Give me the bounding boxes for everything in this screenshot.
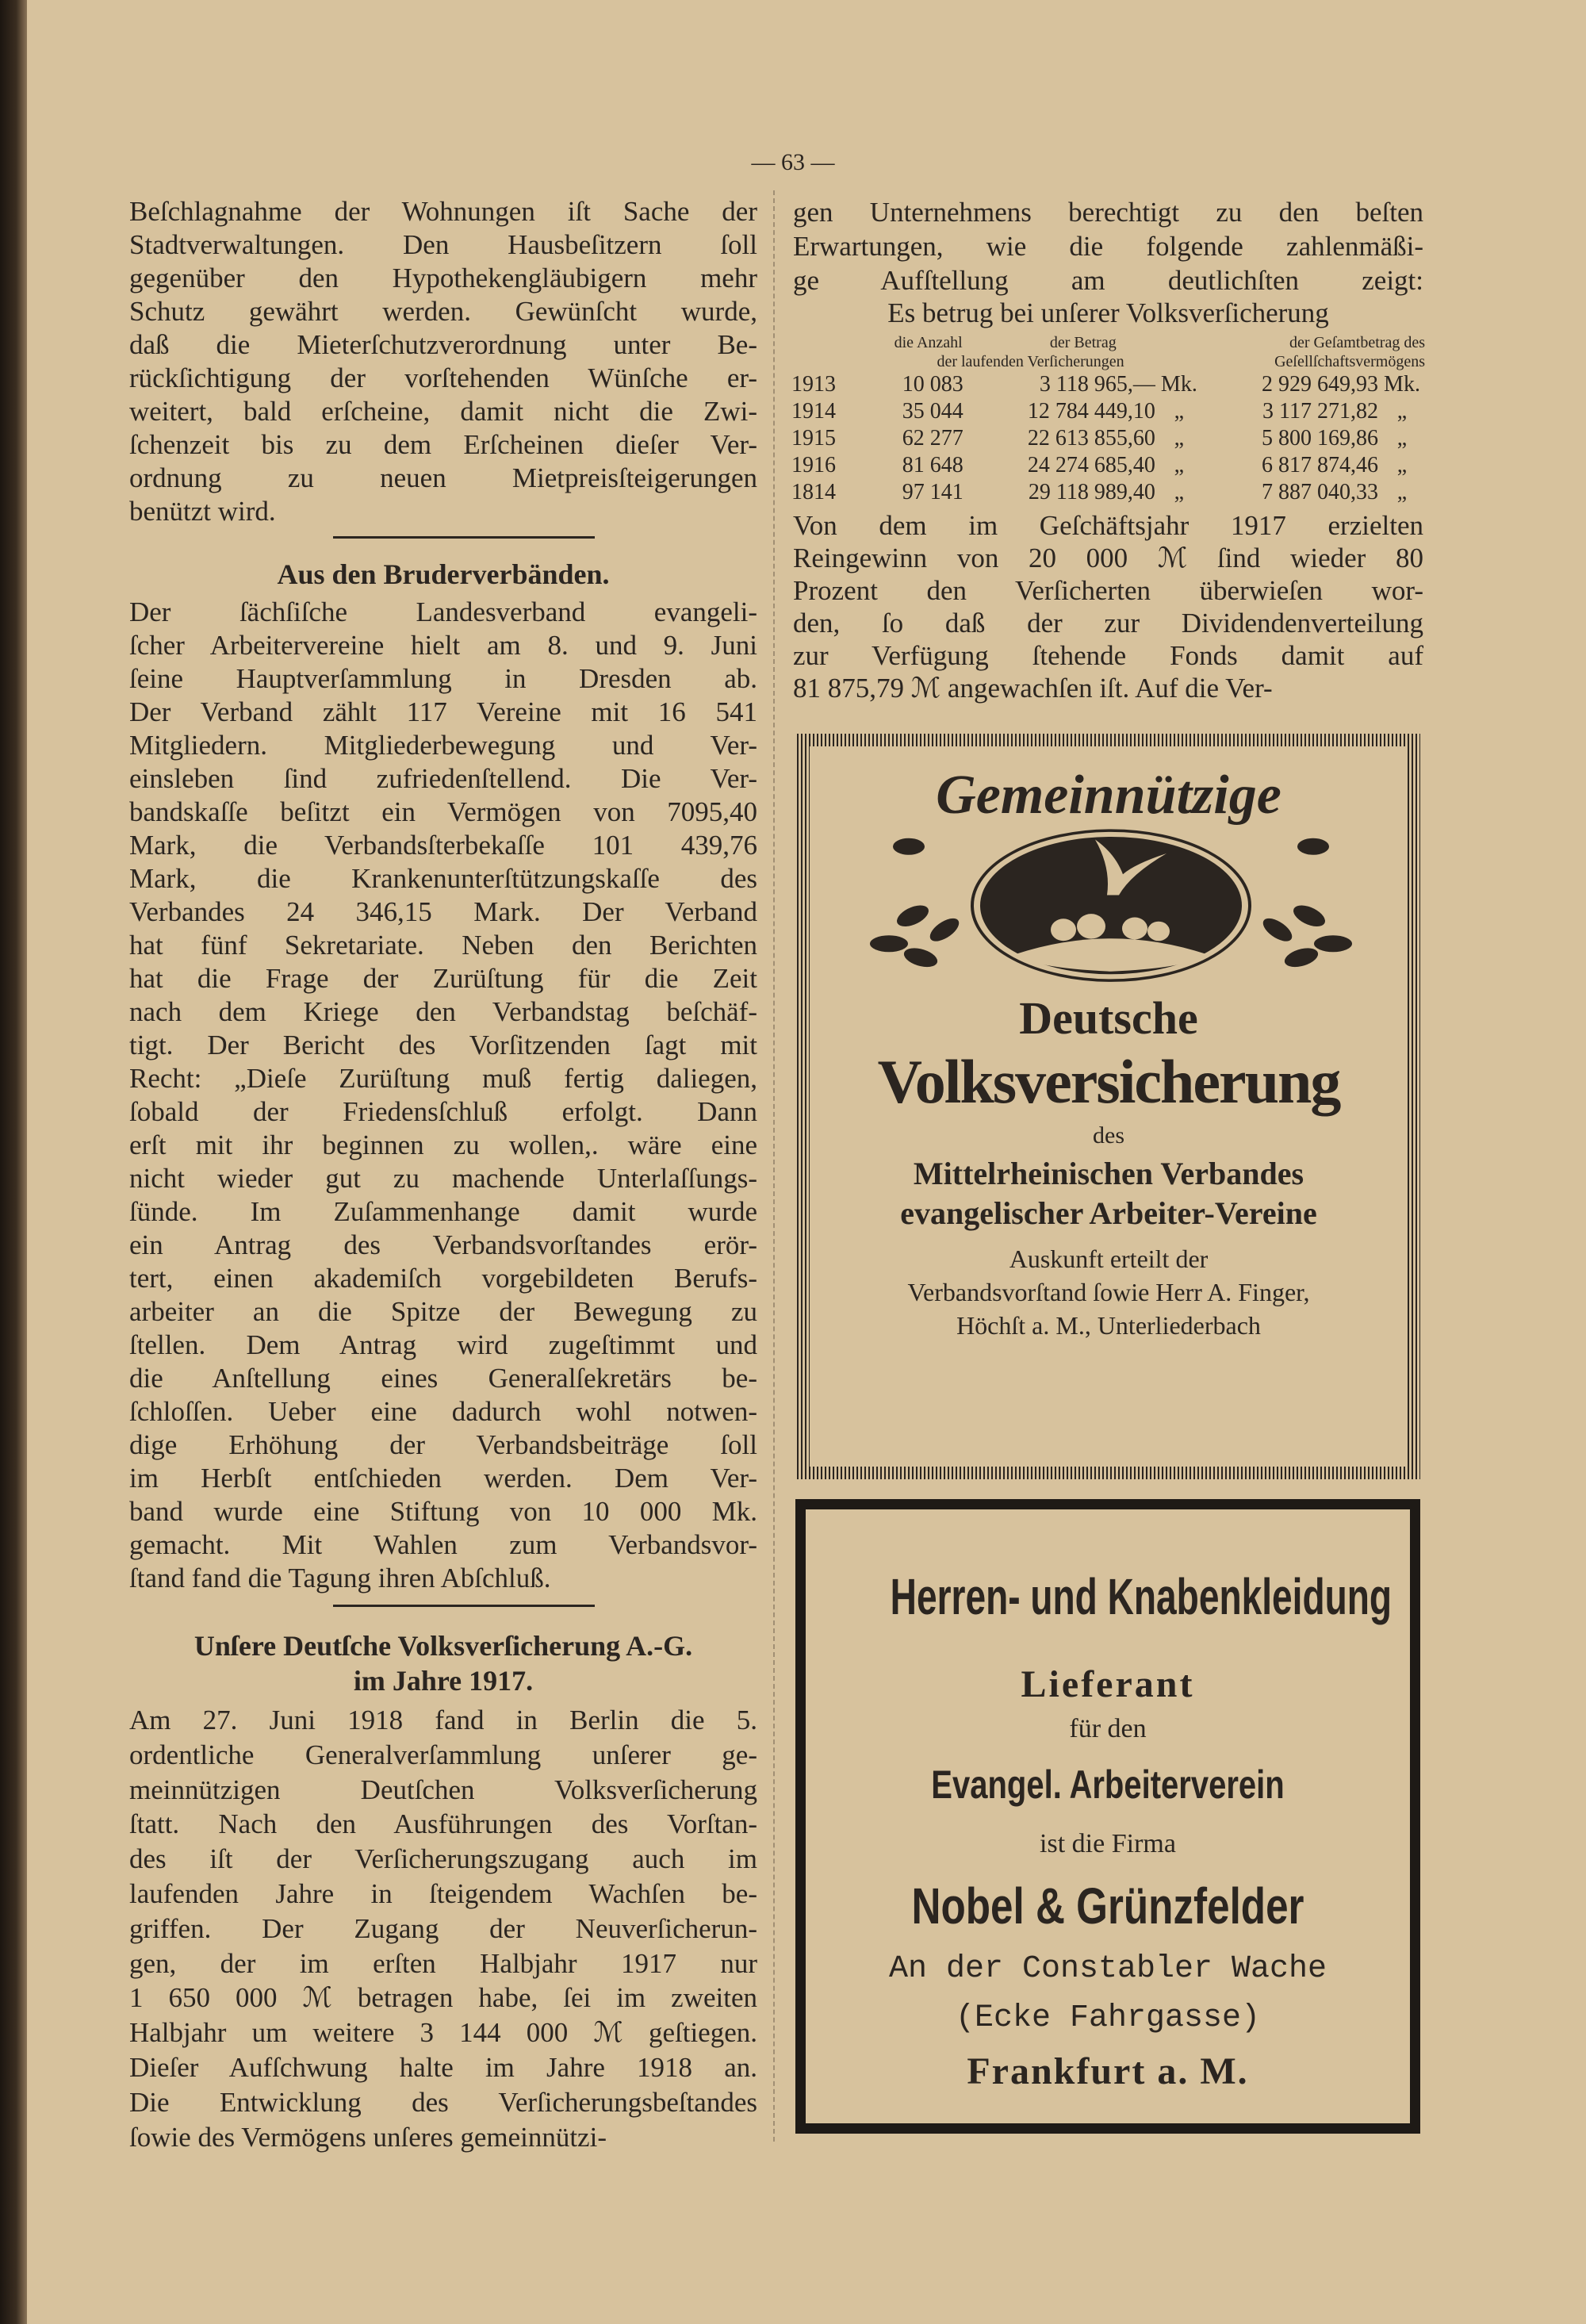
unit-cell: Mk.: [1384, 372, 1420, 397]
text-line: daß die Mieterſchutzverordnung unter Be-: [129, 329, 757, 360]
text-line: ſtand fand die Tagung ihren Abſchluß.: [129, 1563, 551, 1593]
text-line: ſowie des Vermögens unſeres gemeinnützi-: [129, 2121, 607, 2153]
text-line: weitert, bald erſcheine, damit nicht die Zwi-: [129, 396, 757, 427]
text-line: ſtellen. Dem Antrag wird zugeſtimmt und: [129, 1329, 757, 1360]
text-line: nach dem Kriege den Verbandstag beſchäf-: [129, 996, 757, 1027]
heading-line: im Jahre 1917.: [353, 1665, 534, 1697]
text-line: gen, der im erſten Halbjahr 1917 nur: [129, 1947, 757, 1979]
text-line: gegenüber den Hypothekengläubigern mehr: [129, 263, 757, 293]
unit-cell: „: [1174, 399, 1185, 424]
paragraph-bruderverbaende: [129, 596, 757, 1595]
ad-line: für den: [1069, 1714, 1147, 1743]
unit-cell: „: [1396, 480, 1408, 504]
ad-title: Herren- und Knabenkleidung: [890, 1568, 1393, 1625]
column-header: Geſellſchaftsvermögens: [1274, 353, 1425, 370]
column-separator: [773, 190, 775, 2142]
count-cell: 97 141: [902, 480, 963, 504]
paragraph-continued: [793, 195, 1423, 297]
text-line: Recht: „Dieſe Zurüſtung muß fertig daliegen,: [129, 1063, 757, 1094]
table-header-row: [791, 352, 1426, 371]
insurance-statistics-table: [791, 333, 1426, 506]
text-line: ge Aufſtellung am deutlichſten zeigt:: [793, 265, 1423, 296]
text-line: gemacht. Mit Wahlen zum Verbandsvor-: [129, 1529, 757, 1560]
text-line: erſt mit ihr beginnen zu wollen,. wäre eine: [129, 1129, 757, 1160]
text-line: ſeine Hauptverſammlung in Dresden ab.: [129, 663, 757, 694]
text-line: Halbjahr um weitere 3 144 000 ℳ geſtiegen.: [129, 2017, 757, 2049]
table-row: [791, 479, 1426, 506]
column-header: der Betrag: [1049, 334, 1117, 351]
text-line: tigt. Der Bericht des Vorſitzenden ſagt mit: [129, 1030, 757, 1060]
ad-info-line2: Verbandsvorſtand ſowie Herr A. Finger,: [907, 1278, 1310, 1306]
year-cell: 1916: [791, 453, 836, 477]
ad-line: Evangel. Arbeiterverein: [931, 1762, 1285, 1807]
paragraph-reingewinn: [793, 509, 1423, 704]
year-cell: 1915: [791, 426, 836, 451]
text-line: tert, einen akademiſch vorgebildeten Berufs-: [129, 1263, 757, 1294]
text-line: Reingewinn von 20 000 ℳ ſind wieder 80: [793, 543, 1423, 573]
unit-cell: „: [1174, 426, 1185, 451]
text-line: Mitgliedern. Mitgliederbewegung und Ver-: [129, 730, 757, 761]
text-line: arbeiter an die Spitze der Bewegung zu: [129, 1296, 757, 1327]
book-spine-edge: [0, 0, 27, 2324]
ad-line: An der Constabler Wache: [888, 1951, 1327, 1987]
text-line: Prozent den Verſicherten überwieſen wor-: [793, 575, 1423, 606]
table-row: [791, 371, 1426, 398]
ad-org-line2: evangelischer Arbeiter-Vereine: [900, 1195, 1317, 1231]
divider: [333, 1605, 595, 1607]
text-line: 81 875,79 ℳ angewachſen iſt. Auf die Ver-: [793, 673, 1273, 704]
text-line: Erwartungen, wie die folgende zahlenmäßi-: [793, 231, 1423, 262]
text-line: dige Erhöhung der Verbandsbeiträge ſoll: [129, 1429, 757, 1460]
text-line: Mark, die Krankenunterſtützungskaſſe des: [129, 863, 757, 894]
ad-line: ist die Firma: [1040, 1829, 1176, 1858]
text-line: gen Unternehmens berechtigt zu den beſten: [793, 197, 1423, 228]
text-line: hat fünf Sekretariate. Neben den Berichten: [129, 930, 757, 961]
ad-info-line1: Auskunft erteilt der: [1009, 1244, 1209, 1273]
text-line: benützt wird.: [129, 496, 276, 527]
paragraph-volksversicherung: [129, 1703, 757, 2154]
section-heading-volksversicherung: [129, 1628, 757, 1698]
unit-cell: „: [1396, 453, 1408, 477]
ad-line: Lieferant: [1021, 1663, 1195, 1705]
text-line: Der Verband zählt 117 Vereine mit 16 541: [129, 696, 757, 727]
table-header-row: [791, 333, 1426, 352]
year-cell: 1913: [791, 372, 836, 397]
text-line: Am 27. Juni 1918 fand in Berlin die 5.: [129, 1705, 757, 1735]
text-line: Verbandes 24 346,15 Mark. Der Verband: [129, 896, 757, 927]
text-line: ſcher Arbeitervereine hielt am 8. und 9. Juni: [129, 630, 757, 661]
paragraph-housing: [129, 195, 757, 528]
heading-line: Unſere Deutſche Volksverſicherung A.-G.: [193, 1630, 693, 1662]
text-line: ſchloſſen. Ueber eine dadurch wohl notwen-: [129, 1396, 757, 1427]
total-cell: 5 800 169,86: [1262, 426, 1378, 451]
amount-cell: 24 274 685,40: [1027, 453, 1155, 477]
text-line: Der ſächſiſche Landesverband evangeli-: [129, 596, 757, 627]
text-line: ein Antrag des Verbandsvorſtandes erör-: [129, 1229, 757, 1260]
ad-line: (Ecke Fahrgasse): [955, 2000, 1261, 2036]
total-cell: 6 817 874,46: [1262, 453, 1378, 477]
text-line: 1 650 000 ℳ betragen habe, ſei im zweiten: [129, 1982, 757, 2014]
table-row: [791, 425, 1426, 452]
text-line: nicht wieder gut zu machende Unterlaſſungs-: [129, 1163, 757, 1194]
text-line: ordnung zu neuen Mietpreisſteigerungen: [129, 462, 757, 493]
text-line: Beſchlagnahme der Wohnungen iſt Sache der: [129, 196, 757, 227]
divider: [333, 536, 595, 539]
ad-firm-name: Nobel & Grünzfelder: [911, 1877, 1304, 1935]
section-heading-bruderverbaende: Aus den Bruderverbänden.: [277, 558, 610, 590]
count-cell: 81 648: [902, 453, 963, 477]
column-header: der Geſamtbetrag des: [1289, 334, 1425, 351]
emblem-bird-nest-icon: [857, 826, 1365, 992]
text-line: meinnützigen Deutſchen Volksverſicherung: [129, 1774, 757, 1805]
text-line: des iſt der Verſicherungszugang auch im: [129, 1843, 757, 1875]
amount-cell: 12 784 449,10: [1027, 399, 1155, 424]
column-header: die Anzahl: [894, 334, 963, 351]
ad-des: des: [1093, 1122, 1124, 1149]
text-line: ordentliche Generalverſammlung unſerer ge-: [129, 1739, 757, 1770]
unit-cell: „: [1174, 480, 1185, 504]
text-line: den, ſo daß der zur Dividendenverteilung: [793, 608, 1423, 639]
text-line: Schutz gewährt werden. Gewünſcht wurde,: [129, 296, 757, 327]
text-line: laufenden Jahre in ſteigendem Wachſen be-: [129, 1877, 757, 1909]
ad-title: Gemeinnützige: [936, 765, 1281, 826]
text-line: ſobald der Friedensſchluß erfolgt. Dann: [129, 1096, 757, 1127]
count-cell: 62 277: [902, 426, 963, 451]
ad-name-line1: Deutsche: [1019, 992, 1198, 1044]
table-intro: Es betrug bei unſerer Volksverſicherung: [887, 297, 1329, 328]
unit-cell: „: [1396, 426, 1408, 451]
advertisement-nobel-gruenzfelder: [795, 1499, 1420, 2134]
count-cell: 35 044: [902, 399, 963, 424]
total-cell: 2 929 649,93: [1262, 372, 1378, 397]
total-cell: 7 887 040,33: [1262, 480, 1378, 504]
text-line: ſtatt. Nach den Ausführungen des Vorſtan-: [129, 1808, 757, 1840]
text-line: griffen. Der Zugang der Neuverſicherun-: [129, 1912, 757, 1944]
ad-info-line3: Höchſt a. M., Unterliederbach: [956, 1311, 1261, 1340]
page-number: — 63 —: [751, 149, 835, 175]
year-cell: 1914: [791, 399, 836, 424]
text-line: einsleben ſind zufriedenſtellend. Die Ver-: [129, 763, 757, 794]
ad-org-line1: Mittelrheinischen Verbandes: [913, 1156, 1304, 1191]
ad-city: Frankfurt a. M.: [967, 2050, 1249, 2092]
unit-cell: „: [1174, 453, 1185, 477]
text-line: band wurde eine Stiftung von 10 000 Mk.: [129, 1496, 757, 1527]
text-line: im Herbſt entſchieden werden. Dem Ver-: [129, 1463, 757, 1494]
ad-name-line2: Volksversicherung: [877, 1047, 1340, 1116]
text-line: Stadtverwaltungen. Den Hausbeſitzern ſoll: [129, 229, 757, 260]
year-cell: 1814: [791, 480, 836, 504]
amount-cell: 22 613 855,60: [1027, 426, 1155, 451]
text-line: Dieſer Aufſchwung halte im Jahre 1918 an.: [129, 2051, 757, 2083]
text-line: Die Entwicklung des Verſicherungsbeſtandes: [129, 2086, 757, 2118]
text-line: Von dem im Geſchäftsjahr 1917 erzielten: [793, 510, 1423, 541]
count-cell: 10 083: [902, 372, 963, 397]
advertisement-volksversicherung: [797, 734, 1420, 1479]
text-line: bandskaſſe beſitzt ein Vermögen von 7095,40: [129, 796, 757, 827]
table-row: [791, 398, 1426, 425]
amount-cell: 3 118 965,—: [1039, 372, 1155, 397]
text-line: zur Verfügung ſtehende Fonds damit auf: [793, 640, 1423, 671]
text-line: hat die Frage der Zurüſtung für die Zeit: [129, 963, 757, 994]
unit-cell: Mk.: [1160, 372, 1197, 397]
text-line: die Anſtellung eines Generalſekretärs be-: [129, 1363, 757, 1394]
text-line: rückſichtigung der vorſtehenden Wünſche er-: [129, 362, 757, 393]
text-line: ſchenzeit bis zu dem Erſcheinen dieſer Ver-: [129, 429, 757, 460]
table-row: [791, 452, 1426, 479]
text-line: Mark, die Verbandsſterbekaſſe 101 439,76: [129, 830, 757, 861]
unit-cell: „: [1396, 399, 1408, 424]
total-cell: 3 117 271,82: [1262, 399, 1378, 424]
amount-cell: 29 118 989,40: [1028, 480, 1155, 504]
text-line: ſünde. Im Zuſammenhange damit wurde: [129, 1196, 757, 1227]
column-header: der laufenden Verſicherungen: [937, 353, 1124, 370]
